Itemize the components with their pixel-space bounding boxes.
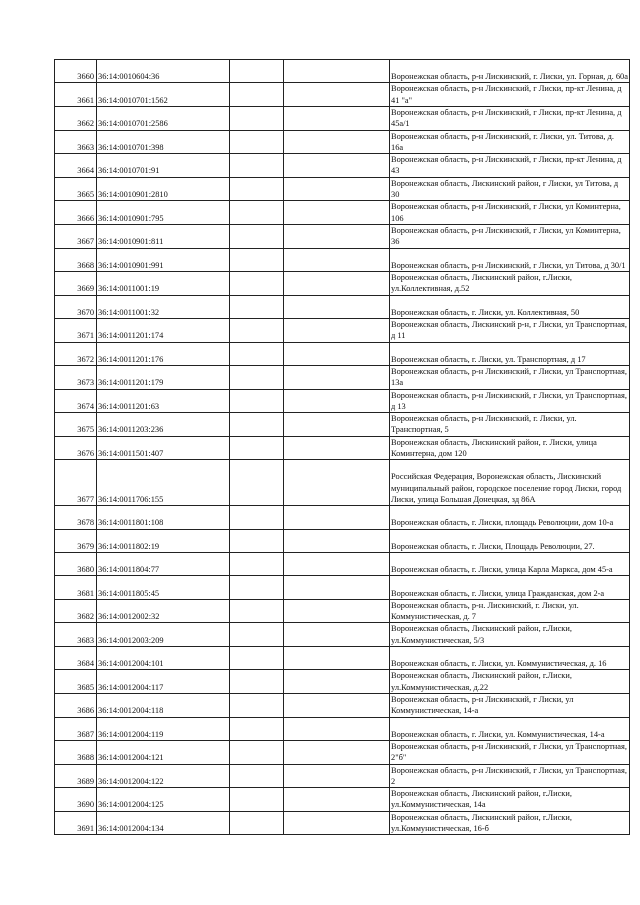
table-row <box>55 342 630 365</box>
empty-cell <box>230 623 284 647</box>
cadastral-number-cell: 36:14:0010701:398 <box>97 130 230 154</box>
row-number-cell: 3668 <box>55 248 97 271</box>
empty-cell <box>230 694 284 718</box>
cadastral-number-cell: 36:14:0010901:811 <box>97 224 230 248</box>
empty-cell <box>230 318 284 342</box>
row-number-cell: 3686 <box>55 694 97 718</box>
row-number-cell: 3661 <box>55 83 97 107</box>
cadastral-number-cell: 36:14:0011801:108 <box>97 506 230 529</box>
row-number-cell: 3667 <box>55 224 97 248</box>
table-row <box>55 576 630 599</box>
row-number-cell: 3673 <box>55 365 97 389</box>
empty-cell <box>284 224 390 248</box>
table-row <box>55 248 630 271</box>
address-cell: Воронежская область, р-н Лискинский, г Лиски, ул Титова, д 30/1 <box>390 248 630 271</box>
table-row <box>55 741 630 765</box>
row-number-cell: 3689 <box>55 764 97 788</box>
row-number-cell: 3688 <box>55 741 97 765</box>
empty-cell <box>230 60 284 83</box>
address-cell: Воронежская область, р-н Лискинский, г. Лиски, ул. Титова, д. 16а <box>390 130 630 154</box>
row-number-cell: 3670 <box>55 295 97 318</box>
empty-cell <box>230 342 284 365</box>
cadastral-number-cell: 36:14:0011802:19 <box>97 529 230 552</box>
table-row <box>55 130 630 154</box>
empty-cell <box>230 764 284 788</box>
address-cell: Воронежская область, Лискинский район, г Лиски, ул Титова, д 30 <box>390 177 630 201</box>
address-cell: Воронежская область, Лискинский район, г.Лиски, ул.Коллективная, д.52 <box>390 271 630 295</box>
row-number-cell: 3665 <box>55 177 97 201</box>
empty-cell <box>230 106 284 130</box>
registry-page <box>54 59 630 835</box>
empty-cell <box>284 764 390 788</box>
address-cell: Воронежская область, р-н Лискинский, г Лиски, ул Транспортная, 2 <box>390 764 630 788</box>
table-row <box>55 764 630 788</box>
cadastral-number-cell: 36:14:0011201:63 <box>97 389 230 413</box>
empty-cell <box>284 365 390 389</box>
table-row <box>55 460 630 506</box>
row-number-cell: 3682 <box>55 599 97 623</box>
row-number-cell: 3683 <box>55 623 97 647</box>
address-cell: Воронежская область, Лискинский район, г. Лиски, улица Коминтерна, дом 120 <box>390 436 630 460</box>
address-cell: Воронежская область, р-н. Лискинский, г. Лиски, ул. Коммунистическая, д. 7 <box>390 599 630 623</box>
table-row <box>55 60 630 83</box>
cadastral-number-cell: 36:14:0010701:91 <box>97 154 230 178</box>
table-row <box>55 436 630 460</box>
table-row <box>55 201 630 225</box>
row-number-cell: 3679 <box>55 529 97 552</box>
row-number-cell: 3675 <box>55 413 97 437</box>
cadastral-number-cell: 36:14:0011201:179 <box>97 365 230 389</box>
cadastral-number-cell: 36:14:0011706:155 <box>97 460 230 506</box>
empty-cell <box>284 436 390 460</box>
address-cell: Воронежская область, р-н Лискинский, г Лиски, ул Коминтерна, 106 <box>390 201 630 225</box>
table-row <box>55 318 630 342</box>
empty-cell <box>284 318 390 342</box>
address-cell: Воронежская область, р-н Лискинский, г Лиски, ул Коммунистическая, 14-а <box>390 694 630 718</box>
empty-cell <box>284 413 390 437</box>
empty-cell <box>230 529 284 552</box>
empty-cell <box>230 506 284 529</box>
cadastral-number-cell: 36:14:0012004:119 <box>97 717 230 740</box>
empty-cell <box>230 224 284 248</box>
row-number-cell: 3691 <box>55 811 97 835</box>
row-number-cell: 3674 <box>55 389 97 413</box>
cadastral-number-cell: 36:14:0011501:407 <box>97 436 230 460</box>
cadastral-number-cell: 36:14:0012004:117 <box>97 670 230 694</box>
empty-cell <box>284 460 390 506</box>
cadastral-number-cell: 36:14:0011001:32 <box>97 295 230 318</box>
address-cell: Воронежская область, г. Лиски, ул. Коллективная, 50 <box>390 295 630 318</box>
cadastral-number-cell: 36:14:0012004:122 <box>97 764 230 788</box>
empty-cell <box>284 201 390 225</box>
address-cell: Воронежская область, р-н Лискинский, г. Лиски, ул. Горная, д. 60а <box>390 60 630 83</box>
empty-cell <box>230 83 284 107</box>
empty-cell <box>284 529 390 552</box>
empty-cell <box>230 248 284 271</box>
empty-cell <box>284 553 390 576</box>
cadastral-number-cell: 36:14:0010701:1562 <box>97 83 230 107</box>
address-cell: Воронежская область, г. Лиски, ул. Коммунистическая, д. 16 <box>390 647 630 670</box>
empty-cell <box>284 694 390 718</box>
cadastral-number-cell: 36:14:0010701:2586 <box>97 106 230 130</box>
address-cell: Воронежская область, Лискинский район, г.Лиски, ул.Коммунистическая, 5/3 <box>390 623 630 647</box>
empty-cell <box>230 741 284 765</box>
empty-cell <box>230 271 284 295</box>
row-number-cell: 3663 <box>55 130 97 154</box>
row-number-cell: 3672 <box>55 342 97 365</box>
row-number-cell: 3680 <box>55 553 97 576</box>
empty-cell <box>230 670 284 694</box>
address-cell: Воронежская область, Лискинский район, г.Лиски, ул.Коммунистическая, 16-б <box>390 811 630 835</box>
cadastral-number-cell: 36:14:0011201:174 <box>97 318 230 342</box>
address-cell: Воронежская область, г. Лиски, Площадь Революции, 27. <box>390 529 630 552</box>
cadastral-number-cell: 36:14:0012002:32 <box>97 599 230 623</box>
property-table <box>54 59 630 835</box>
empty-cell <box>284 130 390 154</box>
address-cell: Воронежская область, Лискинский район, г.Лиски, ул.Коммунистическая, д.22 <box>390 670 630 694</box>
row-number-cell: 3687 <box>55 717 97 740</box>
table-body <box>55 60 630 835</box>
table-row <box>55 694 630 718</box>
cadastral-number-cell: 36:14:0012004:118 <box>97 694 230 718</box>
table-row <box>55 154 630 178</box>
table-row <box>55 529 630 552</box>
row-number-cell: 3660 <box>55 60 97 83</box>
table-row <box>55 811 630 835</box>
empty-cell <box>284 342 390 365</box>
empty-cell <box>284 599 390 623</box>
row-number-cell: 3671 <box>55 318 97 342</box>
empty-cell <box>284 506 390 529</box>
address-cell: Воронежская область, г. Лиски, улица Карла Маркса, дом 45-а <box>390 553 630 576</box>
cadastral-number-cell: 36:14:0011001:19 <box>97 271 230 295</box>
cadastral-number-cell: 36:14:0010901:2810 <box>97 177 230 201</box>
empty-cell <box>230 436 284 460</box>
cadastral-number-cell: 36:14:0011201:176 <box>97 342 230 365</box>
address-cell: Воронежская область, г. Лиски, улица Гражданская, дом 2-а <box>390 576 630 599</box>
address-cell: Воронежская область, р-н Лискинский, г Лиски, ул Транспортная, 2"б" <box>390 741 630 765</box>
table-row <box>55 177 630 201</box>
row-number-cell: 3669 <box>55 271 97 295</box>
table-row <box>55 389 630 413</box>
cadastral-number-cell: 36:14:0010901:795 <box>97 201 230 225</box>
row-number-cell: 3681 <box>55 576 97 599</box>
address-cell: Воронежская область, р-н Лискинский, г. Лиски, ул. Транспортная, 5 <box>390 413 630 437</box>
cadastral-number-cell: 36:14:0011203:236 <box>97 413 230 437</box>
empty-cell <box>230 811 284 835</box>
empty-cell <box>284 741 390 765</box>
row-number-cell: 3678 <box>55 506 97 529</box>
empty-cell <box>230 365 284 389</box>
cadastral-number-cell: 36:14:0010901:991 <box>97 248 230 271</box>
empty-cell <box>230 201 284 225</box>
cadastral-number-cell: 36:14:0011804:77 <box>97 553 230 576</box>
row-number-cell: 3662 <box>55 106 97 130</box>
table-row <box>55 553 630 576</box>
empty-cell <box>284 788 390 812</box>
address-cell: Воронежская область, р-н Лискинский, г Лиски, пр-кт Ленина, д 45а/1 <box>390 106 630 130</box>
empty-cell <box>284 811 390 835</box>
empty-cell <box>284 295 390 318</box>
address-cell: Воронежская область, Лискинский район, г.Лиски, ул.Коммунистическая, 14а <box>390 788 630 812</box>
table-row <box>55 295 630 318</box>
row-number-cell: 3685 <box>55 670 97 694</box>
empty-cell <box>284 106 390 130</box>
address-cell: Воронежская область, р-н Лискинский, г Лиски, ул Транспортная, 13а <box>390 365 630 389</box>
cadastral-number-cell: 36:14:0012004:125 <box>97 788 230 812</box>
empty-cell <box>230 154 284 178</box>
empty-cell <box>284 576 390 599</box>
empty-cell <box>230 177 284 201</box>
empty-cell <box>284 389 390 413</box>
empty-cell <box>284 271 390 295</box>
empty-cell <box>284 717 390 740</box>
row-number-cell: 3684 <box>55 647 97 670</box>
address-cell: Воронежская область, г. Лиски, ул. Транспортная, д 17 <box>390 342 630 365</box>
address-cell: Воронежская область, Лискинский р-н, г Лиски, ул Транспортная, д 11 <box>390 318 630 342</box>
empty-cell <box>230 130 284 154</box>
table-row <box>55 83 630 107</box>
row-number-cell: 3690 <box>55 788 97 812</box>
row-number-cell: 3664 <box>55 154 97 178</box>
cadastral-number-cell: 36:14:0012004:101 <box>97 647 230 670</box>
cadastral-number-cell: 36:14:0012004:121 <box>97 741 230 765</box>
empty-cell <box>284 623 390 647</box>
empty-cell <box>284 83 390 107</box>
empty-cell <box>284 248 390 271</box>
table-row <box>55 224 630 248</box>
empty-cell <box>230 553 284 576</box>
empty-cell <box>230 599 284 623</box>
address-cell: Российская Федерация, Воронежская область, Лискинский муниципальный район, городское поселение город Лиски, город Лиски, улица Большая Донецкая, зд 86А <box>390 460 630 506</box>
cadastral-number-cell: 36:14:0010604:36 <box>97 60 230 83</box>
address-cell: Воронежская область, р-н Лискинский, г Лиски, пр-кт Ленина, д 43 <box>390 154 630 178</box>
address-cell: Воронежская область, р-н Лискинский, г Лиски, ул Транспортная, д 13 <box>390 389 630 413</box>
table-row <box>55 271 630 295</box>
empty-cell <box>284 154 390 178</box>
cadastral-number-cell: 36:14:0011805:45 <box>97 576 230 599</box>
table-row <box>55 647 630 670</box>
address-cell: Воронежская область, г. Лиски, площадь Революции, дом 10-а <box>390 506 630 529</box>
row-number-cell: 3676 <box>55 436 97 460</box>
table-row <box>55 623 630 647</box>
table-row <box>55 599 630 623</box>
table-row <box>55 717 630 740</box>
table-row <box>55 788 630 812</box>
row-number-cell: 3677 <box>55 460 97 506</box>
empty-cell <box>230 788 284 812</box>
address-cell: Воронежская область, г. Лиски, ул. Коммунистическая, 14-а <box>390 717 630 740</box>
address-cell: Воронежская область, р-н Лискинский, г Лиски, пр-кт Ленина, д 41 "а" <box>390 83 630 107</box>
empty-cell <box>230 717 284 740</box>
row-number-cell: 3666 <box>55 201 97 225</box>
empty-cell <box>230 389 284 413</box>
empty-cell <box>230 576 284 599</box>
table-row <box>55 106 630 130</box>
empty-cell <box>230 647 284 670</box>
cadastral-number-cell: 36:14:0012004:134 <box>97 811 230 835</box>
table-row <box>55 670 630 694</box>
empty-cell <box>230 295 284 318</box>
table-row <box>55 365 630 389</box>
empty-cell <box>284 647 390 670</box>
address-cell: Воронежская область, р-н Лискинский, г Лиски, ул Коминтерна, 36 <box>390 224 630 248</box>
empty-cell <box>230 460 284 506</box>
empty-cell <box>284 177 390 201</box>
empty-cell <box>230 413 284 437</box>
empty-cell <box>284 60 390 83</box>
table-row <box>55 413 630 437</box>
empty-cell <box>284 670 390 694</box>
table-row <box>55 506 630 529</box>
cadastral-number-cell: 36:14:0012003:209 <box>97 623 230 647</box>
